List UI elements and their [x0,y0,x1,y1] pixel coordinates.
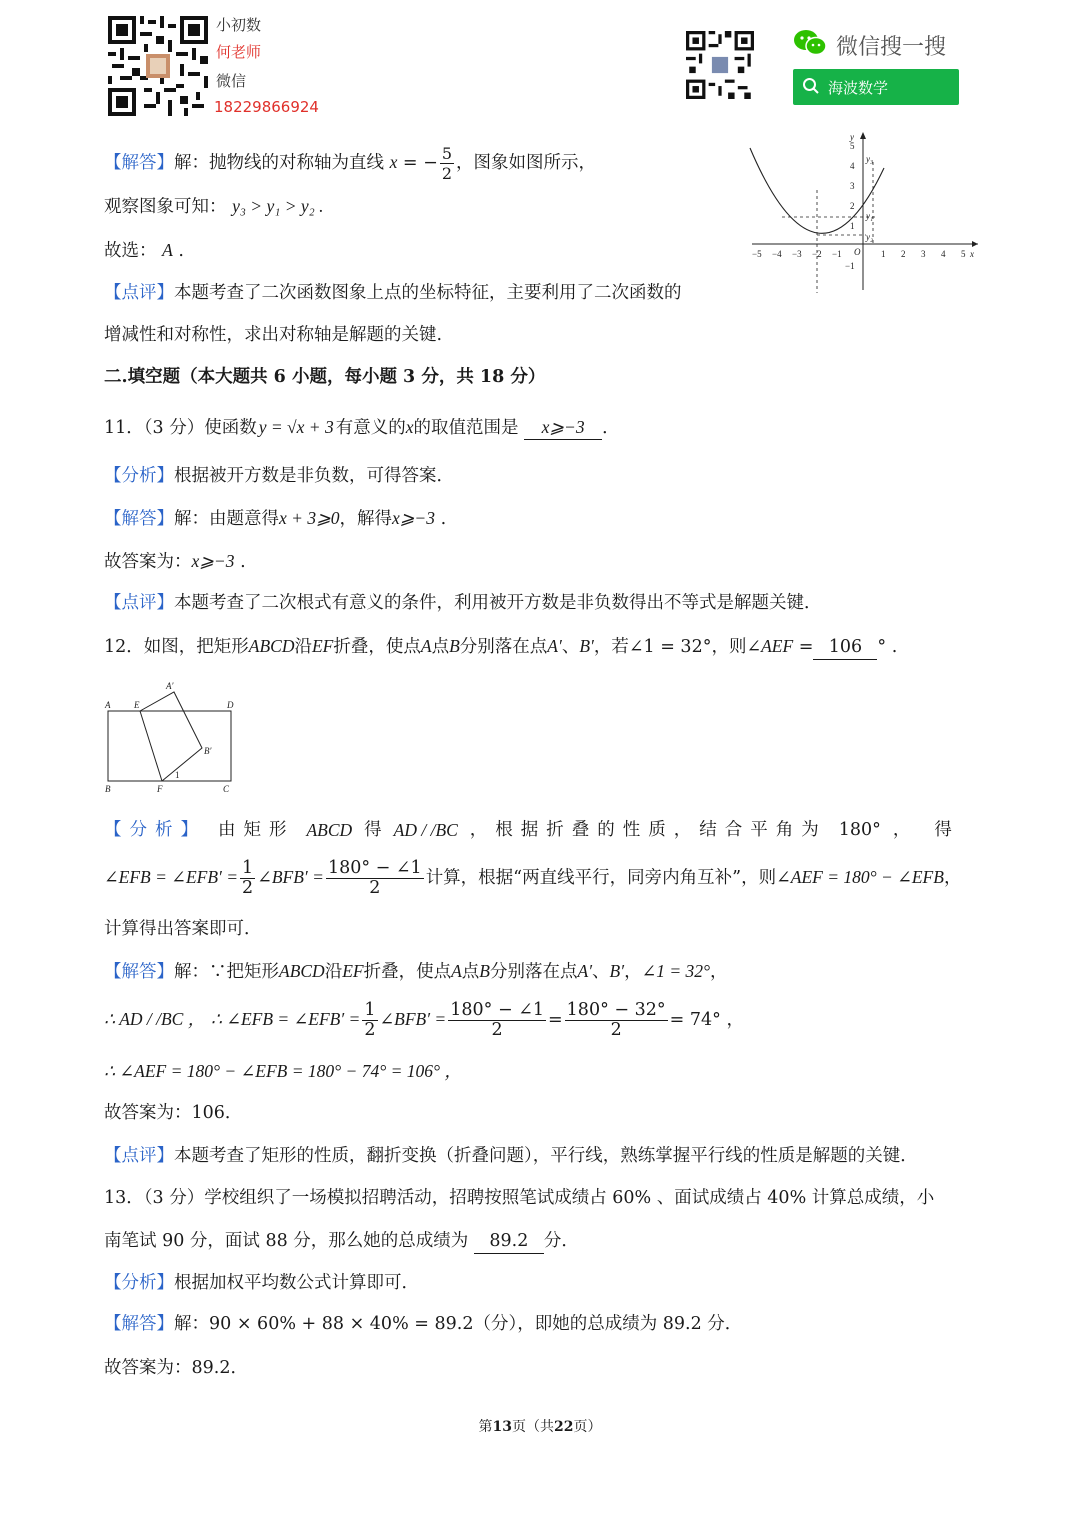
vertex-label: B′ [204,746,212,756]
current-page: 13 [492,1419,512,1435]
total-pages: 22 [554,1419,574,1435]
y-tick: 2 [850,201,855,211]
q12-analysis: 【分析】 由矩形 ABCD 得 AD / /BC ，根据折叠的性质，结合平角为 180° ，得 [104,820,976,840]
q11-final: 故答案为：x⩾−3 . [104,551,246,572]
handwritten-note: 微信 [216,72,247,90]
y-tick: 1 [850,221,855,231]
q10-answer-line: 【解答】解：抛物线的对称轴为直线 x = − $\frac{5}{2}$ ，图象如图所示， [104,144,596,183]
handwritten-phone: 18229866924 [214,98,319,116]
q12-analysis-cont: ∠EFB = ∠EFB′ = $\frac{1}{2}$ ∠BFB′ = $\frac{180^\circ - \angle 1}{2}$ 计算，根据“两直线平行，同旁内角互补”，则∠AEF = 180° − ∠EFB， [104,858,962,898]
point-label: y₂ [866,232,874,242]
q13-stem-cont: 南笔试 90 分，面试 88 分，那么她的总成绩为 89.2 分． [104,1229,579,1254]
q10-comment: 【点评】本题考查了二次函数图象上点的坐标特征，主要利用了二次函数的 [104,283,682,303]
q12-final: 故答案为：106． [104,1103,243,1123]
y-tick: 5 [850,141,855,151]
q12-solution: 【解答】解：∵把矩形ABCD沿EF折叠，使点A点B分别落在点A′、B′，∠1 = 32°， [104,961,728,982]
handwritten-note: 何老师 [216,43,262,61]
page-footer: 第13页（共22页） [478,1419,602,1435]
angle-label: 1 [175,770,180,780]
q11-analysis: 【分析】根据被开方数是非负数，可得答案． [104,466,454,486]
q11-solution: 【解答】解：由题意得x + 3⩾0，解得x⩾−3 . [104,508,447,529]
wechat-search-label: 微信搜一搜 [836,35,947,60]
qr-code-left [108,16,208,116]
wechat-logo [792,28,828,58]
parabola-graph [742,128,982,298]
q12-answer: 106 [813,635,877,660]
x-tick: 2 [901,249,906,259]
x-tick: −3 [792,249,802,259]
vertex-label: C [223,784,230,794]
x-tick: 5 [961,249,966,259]
x-tick: 3 [921,249,926,259]
search-icon [802,77,820,99]
rectangle-fold-figure [100,676,246,796]
q11-answer: x⩾−3 [524,415,602,440]
q12-comment: 【点评】本题考查了矩形的性质，翻折变换（折叠问题），平行线，熟练掌握平行线的性质是解题的关键． [104,1146,918,1166]
q11-stem: 11．（3 分）使函数 y = √x + 3 有意义的x的取值范围是 x⩾−3 ． [104,417,620,438]
section-heading: 二.填空题（本大题共 6 小题，每小题 3 分，共 18 分） [104,367,546,387]
search-box[interactable] [793,69,959,105]
point-label: y₁ [866,211,874,221]
x-tick: 4 [941,249,946,259]
q13-analysis: 【分析】根据加权平均数公式计算即可． [104,1273,419,1293]
x-tick: 1 [881,249,886,259]
point-label: y₃ [866,154,874,164]
handwritten-note: 小初数 [216,16,262,34]
vertex-label: B [105,784,111,794]
vertex-label: A [105,700,111,710]
x-tick: −4 [772,249,782,259]
y-tick: 3 [850,181,855,191]
vertex-label: E [134,700,140,710]
q13-answer: 89.2 [474,1229,544,1254]
q11-comment: 【点评】本题考查了二次根式有意义的条件，利用被开方数是非负数得出不等式是解题关键． [104,593,822,613]
q13-solution: 【解答】解：90 × 60% + 88 × 40% = 89.2（分），即她的总成绩为 89.2 分． [104,1314,743,1334]
y-tick: 4 [850,161,855,171]
search-term: 海波数学 [828,79,889,97]
q10-choice-line: 故选： A . [104,240,184,261]
q13-stem: 13．（3 分）学校组织了一场模拟招聘活动，招聘按照笔试成绩占 60% 、面试成绩占 40% 计算总成绩，小 [104,1188,935,1208]
q12-stem: 12．如图，把矩形ABCD沿EF折叠，使点A点B分别落在点A′、B′，若∠1 = 32°，则∠AEF = 106 ° . [104,634,897,660]
vertex-label: D [227,700,234,710]
q13-final: 故答案为：89.2． [104,1358,248,1378]
q12-solution-step3: ∴ ∠AEF = 180° − ∠EFB = 180° − 74° = 106° ， [104,1061,462,1081]
qr-code-right [686,31,754,99]
y-tick: −1 [845,261,855,271]
q10-observe-line: 观察图象可知： y₃ > y₁ > y₂ . [104,196,324,217]
x-tick: −1 [832,249,842,259]
x-tick: −2 [812,249,822,259]
x-tick: −5 [752,249,762,259]
axis-label-x: x [970,249,974,259]
vertex-label: A′ [166,681,174,691]
q10-comment-cont: 增减性和对称性，求出对称轴是解题的关键. [104,325,443,345]
vertex-label: F [157,784,163,794]
axis-label-y: y [850,132,854,142]
q12-solution-step2: ∴ AD / /BC ， ∴ ∠EFB = ∠EFB′ = $\frac{1}{2}$ ∠BFB′ = $\frac{180^\circ - \angle 1}{2}$ = $\frac{180^\circ - 32^\circ}{2}$ = 74° ， [104,1000,744,1040]
q12-analysis-end: 计算得出答案即可． [104,919,262,939]
origin-label: O [854,247,861,257]
